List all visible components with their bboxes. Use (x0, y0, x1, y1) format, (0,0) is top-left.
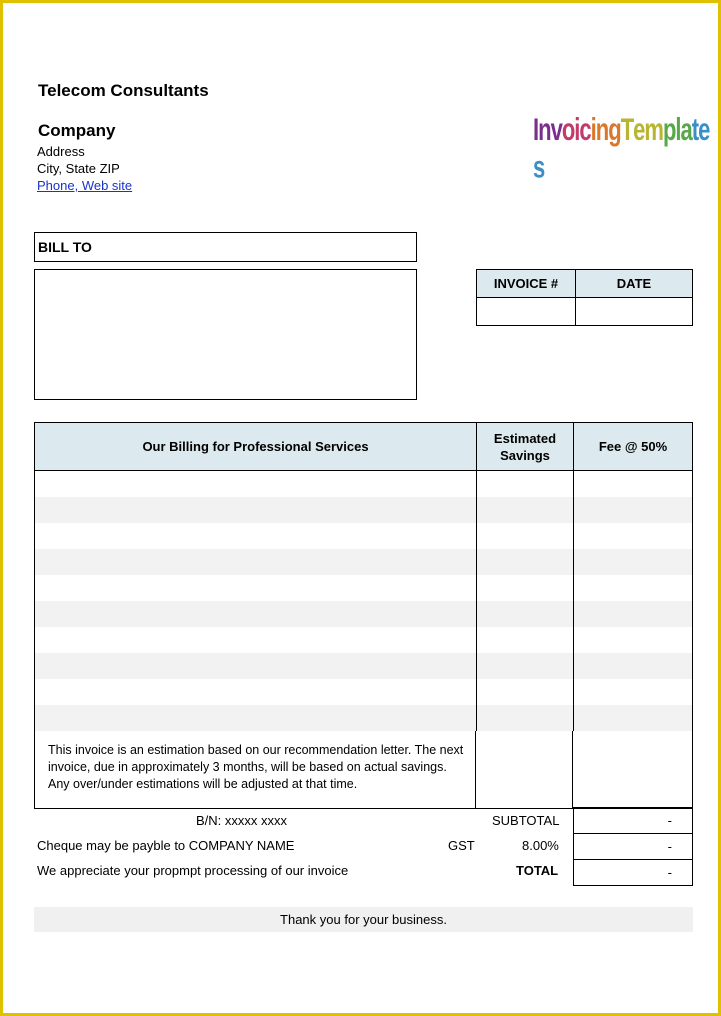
business-number: B/N: xxxxx xxxx (196, 813, 288, 828)
table-row (35, 471, 692, 497)
estimation-note-row (35, 731, 692, 808)
fee-cell[interactable] (574, 549, 692, 575)
fee-cell[interactable] (574, 523, 692, 549)
table-row (35, 705, 692, 731)
company-address: Address (37, 144, 85, 159)
invoicing-templates-logo: InvoicingTemplates (533, 111, 710, 185)
company-city: City, State ZIP (37, 161, 120, 176)
fee-cell[interactable] (574, 601, 692, 627)
services-header (35, 423, 692, 471)
description-cell[interactable] (35, 497, 477, 523)
services-table (34, 422, 693, 809)
bill-to-field[interactable] (34, 269, 417, 400)
table-row (35, 653, 692, 679)
table-row (35, 549, 692, 575)
savings-cell[interactable] (477, 627, 574, 653)
description-cell[interactable] (35, 705, 477, 731)
description-cell[interactable] (35, 549, 477, 575)
thank-you-bar: Thank you for your business. (34, 907, 693, 932)
fee-cell[interactable] (574, 471, 692, 497)
description-cell[interactable] (35, 523, 477, 549)
table-row (35, 523, 692, 549)
savings-cell[interactable] (477, 497, 574, 523)
table-row (35, 679, 692, 705)
gst-label: GST (448, 838, 475, 853)
invoice-number-field[interactable] (477, 298, 576, 326)
fee-cell[interactable] (574, 705, 692, 731)
gst-rate: 8.00% (522, 838, 559, 853)
subtotal-label: SUBTOTAL (492, 813, 560, 828)
savings-cell[interactable] (477, 653, 574, 679)
fee-cell[interactable] (574, 679, 692, 705)
table-row (35, 497, 692, 523)
cheque-note: Cheque may be payble to COMPANY NAME (37, 838, 295, 853)
table-row (35, 627, 692, 653)
fee-cell[interactable] (574, 575, 692, 601)
company-name: Company (38, 121, 116, 140)
savings-cell[interactable] (477, 679, 574, 705)
total-value[interactable]: - (574, 860, 693, 886)
invoice-meta-table (476, 269, 693, 326)
description-header: Our Billing for Professional Services (35, 423, 477, 470)
totals-table (573, 807, 693, 886)
date-field[interactable] (576, 298, 693, 326)
description-cell[interactable] (35, 679, 477, 705)
gst-value[interactable]: - (574, 834, 693, 860)
invoice-number-header: INVOICE # (477, 270, 576, 298)
description-cell[interactable] (35, 627, 477, 653)
fee-header: Fee @ 50% (598, 439, 668, 454)
savings-cell[interactable] (477, 471, 574, 497)
estimation-note: This invoice is an estimation based on our recommendation letter. The next invoice, due in approximately 3 months, will be based on actual savings. Any over/under estimations will be adjusted at that time. (35, 731, 476, 808)
fee-cell[interactable] (574, 497, 692, 523)
description-cell[interactable] (35, 601, 477, 627)
bill-to-label: BILL TO (34, 232, 417, 262)
seller-title: Telecom Consultants (38, 81, 209, 100)
table-row (35, 601, 692, 627)
appreciation-note: We appreciate your propmpt processing of our invoice (37, 863, 349, 878)
description-cell[interactable] (35, 471, 477, 497)
savings-cell[interactable] (477, 601, 574, 627)
table-row (35, 575, 692, 601)
savings-cell[interactable] (477, 575, 574, 601)
savings-header: Estimated Savings (477, 423, 574, 470)
fee-cell[interactable] (574, 627, 692, 653)
description-cell[interactable] (35, 653, 477, 679)
total-label: TOTAL (516, 863, 559, 878)
company-contact-link[interactable]: Phone, Web site (37, 178, 133, 193)
description-cell[interactable] (35, 575, 477, 601)
savings-cell[interactable] (477, 523, 574, 549)
savings-cell[interactable] (477, 549, 574, 575)
savings-cell[interactable] (477, 705, 574, 731)
fee-cell[interactable] (574, 653, 692, 679)
subtotal-value[interactable]: - (574, 808, 693, 834)
date-header: DATE (576, 270, 693, 298)
